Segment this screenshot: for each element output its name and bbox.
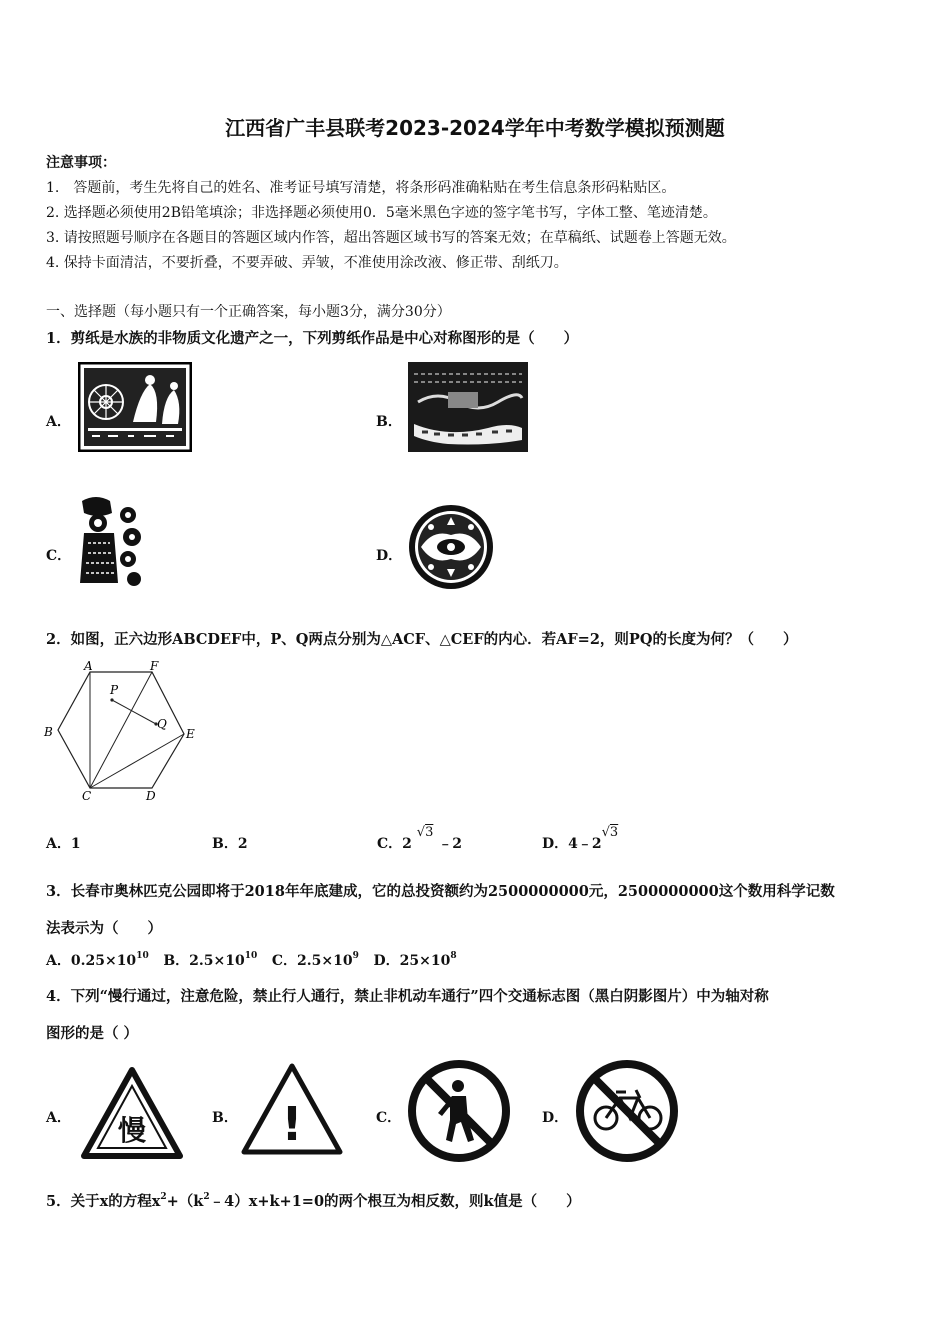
q4-option-c-label: C． (376, 1110, 402, 1126)
papercut-image-d (407, 503, 495, 591)
question-5-text: 5．关于x的方程$x^2+(k^2﹣4)x+k+1=0$的两个根互为相反数，则k值是（ ） (46, 1192, 581, 1210)
point-label-e: E (186, 727, 195, 741)
q1-option-b-label: B． (376, 414, 402, 430)
no-pedestrian-sign-icon (406, 1058, 512, 1164)
point-label-d: D (146, 789, 156, 803)
q1-option-c-label: C． (46, 548, 72, 564)
q2-option-c-prefix: C．2 (377, 836, 412, 852)
q3-option-c: C．$2.5\times 10^9$ (271, 951, 359, 969)
notice-heading: 注意事项： (46, 155, 116, 171)
sqrt-radical: √3 (601, 825, 619, 840)
point-label-c: C (82, 789, 92, 803)
notice-item: 2. 选择题必须使用2B铅笔填涂；非选择题必须使用0．5毫米黑色字迹的签字笔书写，字体工整、笔迹清楚。 (46, 205, 717, 221)
q3-option-a: A．$0.25\times 10^{10}$ (46, 951, 149, 969)
q2-option-d (542, 825, 619, 853)
sqrt-radicand: 3 (425, 825, 434, 840)
q3-option-b: B．$2.5\times 10^{10}$ (163, 951, 258, 969)
q1-option-a-label: A． (46, 414, 71, 430)
point-label-q: Q (157, 717, 167, 731)
slow-sign-text: 慢 (117, 1114, 147, 1147)
q2-option-b: B．2 (212, 836, 248, 852)
sqrt-radicand: 3 (609, 825, 619, 840)
q1-option-d-label: D． (376, 548, 403, 564)
question-1-text: 1．剪纸是水族的非物质文化遗产之一，下列剪纸作品是中心对称图形的是（ ） (46, 330, 579, 347)
q4-option-a-label: A． (46, 1110, 71, 1126)
q2-option-a: A．1 (46, 836, 81, 852)
sqrt-radical: √3 (416, 825, 434, 840)
papercut-image-c (76, 493, 146, 593)
question-3-line-2: 法表示为（ ） (46, 920, 162, 937)
q4-option-d-label: D． (542, 1110, 569, 1126)
papercut-image-b (408, 362, 528, 452)
notice-item: 1. 答题前，考生先将自己的姓名、准考证号填写清楚，将条形码准确粘贴在考生信息条形码粘贴区。 (46, 180, 676, 196)
papercut-image-a (78, 362, 192, 452)
question-3-line-1: 3．长春市奥林匹克公园即将于2018年年底建成，它的总投资额约为2500000000元，2500000000这个数用科学记数 (46, 883, 835, 900)
question-4-line-1: 4．下列“慢行通过，注意危险，禁止行人通行，禁止非机动车通行”四个交通标志图（黑白阴影图片）中为轴对称 (46, 988, 769, 1005)
point-label-p: P (110, 683, 119, 697)
q2-option-d-prefix: D．4﹣2 (542, 836, 602, 852)
q2-option-c (377, 825, 462, 853)
no-bicycle-sign-icon (574, 1058, 680, 1164)
danger-sign-text: ! (281, 1097, 303, 1151)
point-label-f: F (150, 660, 159, 673)
q4-option-b-label: B． (212, 1110, 238, 1126)
point-label-a: A (84, 660, 93, 673)
hexagon-figure (40, 660, 210, 810)
question-4-line-2: 图形的是（ ） (46, 1025, 139, 1042)
question-2-text: 2．如图，正六边形ABCDEF中，P、Q两点分别为△ACF、△CEF的内心．若AF=2，则PQ的长度为何？（ ） (46, 631, 798, 648)
notice-item: 3. 请按照题号顺序在各题目的答题区域内作答，超出答题区域书写的答案无效；在草稿纸、试题卷上答题无效。 (46, 230, 736, 246)
slow-sign-icon (80, 1066, 184, 1160)
point-label-b: B (44, 725, 53, 739)
notice-item: 4. 保持卡面清洁，不要折叠，不要弄破、弄皱，不准使用涂改液、修正带、刮纸刀。 (46, 255, 568, 271)
q3-options (46, 950, 457, 970)
q2-option-c-suffix: ﹣2 (438, 836, 462, 852)
danger-sign-icon (240, 1062, 344, 1156)
section-heading: 一、选择题（每小题只有一个正确答案，每小题3分，满分30分） (46, 304, 451, 320)
page-title: 江西省广丰县联考2023-2024学年中考数学模拟预测题 (225, 116, 725, 140)
q3-option-d: D．$25\times 10^8$ (373, 951, 457, 969)
